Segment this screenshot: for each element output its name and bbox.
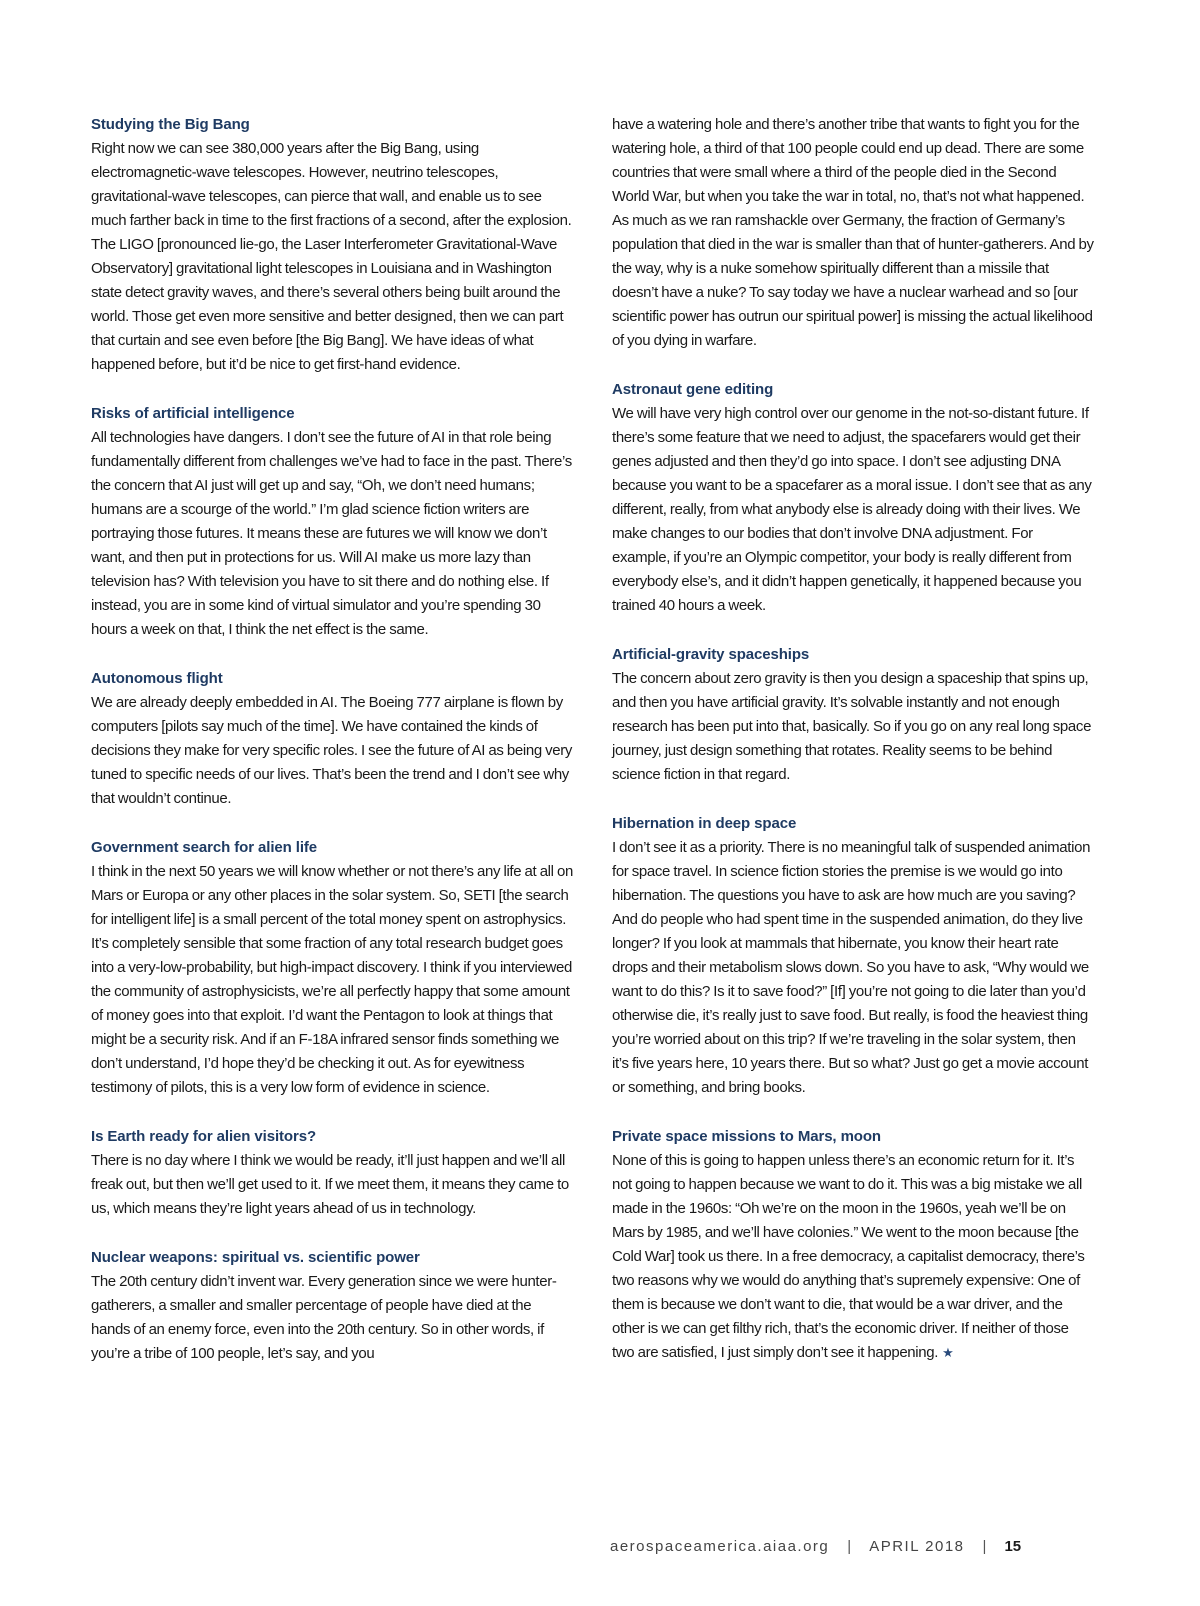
right-column: [612, 113, 1094, 1390]
section-big-bang: [91, 113, 573, 377]
section-body: We are already deeply embedded in AI. The Boeing 777 airplane is flown by computers [pilots say much of the time]. We have contained the kinds of decisions they make for very specific roles. I see the future of AI as being very tuned to specific needs of our lives. That’s been the trend and I don’t see why that wouldn’t continue.: [91, 694, 573, 807]
section-heading: Autonomous flight: [91, 670, 223, 687]
page-number: 15: [1004, 1538, 1022, 1555]
section-ai-risks: [91, 402, 573, 642]
section-private-missions: [612, 1125, 1094, 1365]
section-heading: Studying the Big Bang: [91, 116, 250, 133]
section-alien-search: [91, 836, 573, 1100]
section-gene-editing: [612, 378, 1094, 618]
section-nuclear-weapons: [91, 1246, 573, 1366]
page-footer: [610, 1538, 1090, 1555]
section-body: We will have very high control over our genome in the not-so-distant future. If there’s some feature that we need to adjust, the spacefarers would get their genes adjusted and then they’d go into space. I don’t see adjusting DNA because you want to be a spacefarer as a moral issue. I don’t see that as any different, really, from what anybody else is already doing with their lives. We make changes to our bodies that don’t involve DNA adjustment. For example, if you’re an Olympic competitor, your body is really different from everybody else’s, and it didn’t happen genetically, it happened because you trained 40 hours a week.: [612, 405, 1092, 614]
section-autonomous-flight: [91, 667, 573, 811]
section-body: All technologies have dangers. I don’t see the future of AI in that role being fundamentally different from challenges we’ve had to face in the past. There’s the concern that AI just will get up and say, “Oh, we don’t need humans; humans are a scourge of the world.” I’m glad science fiction writers are portraying those futures. It means these are futures we will know we don’t want, and then put in protections for us. Will AI make us more lazy than television has? With television you have to sit there and do nothing else. If instead, you are in some kind of virtual simulator and you’re spending 30 hours a week on that, I think the net effect is the same.: [91, 429, 572, 638]
left-column: [91, 113, 573, 1391]
footer-separator: |: [847, 1538, 852, 1555]
section-body: There is no day where I think we would be ready, it’ll just happen and we’ll all freak out, but then we’ll get used to it. If we meet them, it means they came to us, which means they’re light years ahead of us in technology.: [91, 1152, 569, 1217]
section-heading: Astronaut gene editing: [612, 381, 774, 398]
footer-issue: APRIL 2018: [869, 1538, 965, 1555]
section-heading: Risks of artificial intelligence: [91, 405, 295, 422]
section-body-continued: have a watering hole and there’s another tribe that wants to fight you for the watering hole, a third of that 100 people could end up dead. There are some countries that were small where a third of the people died in the Second World War, but when you take the war in total, no, that’s not what happened. As much as we ran ramshackle over Germany, the fraction of Germany’s population that died in the war is smaller than that of hunter-gatherers. And by the way, why is a nuke somehow spiritually different than a missile that doesn’t have a nuke? To say today we have a nuclear warhead and so [our scientific power has outrun our spiritual power] is missing the actual likelihood of you dying in warfare.: [612, 116, 1094, 349]
section-hibernation: [612, 812, 1094, 1100]
section-body: The concern about zero gravity is then you design a spaceship that spins up, and then you have artificial gravity. It’s solvable instantly and not enough research has been put into that, basically. So if you go on any real long space journey, just design something that rotates. Reality seems to be behind science fiction in that regard.: [612, 670, 1092, 783]
footer-separator: |: [982, 1538, 987, 1555]
section-heading: Hibernation in deep space: [612, 815, 797, 832]
section-body-text: None of this is going to happen unless there’s an economic return for it. It’s not going to happen because we want to do it. This was a big mistake we all made in the 1960s: “Oh we’re on the moon in the 1960s, yeah we’ll be on Mars by 1985, and we’ll have colonies.” We went to the moon because [the Cold War] took us there. In a free democracy, a capitalist democracy, there’s two reasons why we would do anything that’s supremely expensive: One of them is because we don’t want to die, that would be a war driver, and the other is we can get filthy rich, that’s the economic driver. If neither of those two are satisfied, I just simply don’t see it happening.: [612, 1152, 1085, 1361]
section-heading: Private space missions to Mars, moon: [612, 1128, 881, 1145]
section-heading: Is Earth ready for alien visitors?: [91, 1128, 317, 1145]
section-heading: Artificial-gravity spaceships: [612, 646, 810, 663]
end-mark-star-icon: ★: [942, 1345, 954, 1360]
section-alien-visitors: [91, 1125, 573, 1221]
section-body: Right now we can see 380,000 years after the Big Bang, using electromagnetic-wave telescopes. However, neutrino telescopes, gravitational-wave telescopes, can pierce that wall, and enable us to see much farther back in time to the first fractions of a second, after the explosion. The LIGO [pronounced lie-go, the Laser Interferometer Gravitational-Wave Observatory] gravitational light telescopes in Louisiana and in Washington state detect gravity waves, and there’s several others being built around the world. Those get even more sensitive and better designed, then we can part that curtain and see even before [the Big Bang]. We have ideas of what happened before, but it’d be nice to get first-hand evidence.: [91, 140, 572, 373]
section-body: I think in the next 50 years we will know whether or not there’s any life at all on Mars or Europa or any other places in the solar system. So, SETI [the search for intelligent life] is a small percent of the total money spent on astrophysics. It’s completely sensible that some fraction of any total research budget goes into a very-low-probability, but high-impact discovery. I think if you interviewed the community of astrophysicists, we’re all perfectly happy that some amount of money goes into that exploit. I’d want the Pentagon to look at things that might be a security risk. And if an F-18A infrared sensor finds something we don’t understand, I’d hope they’d be checking it out. As for eyewitness testimony of pilots, this is a very low form of evidence in science.: [91, 863, 573, 1096]
section-body: [612, 1149, 1094, 1365]
section-body: The 20th century didn’t invent war. Every generation since we were hunter-gatherers, a smaller and smaller percentage of people have died at the hands of an enemy force, even into the 20th century. So in other words, if you’re a tribe of 100 people, let’s say, and you: [91, 1273, 557, 1362]
section-body: I don’t see it as a priority. There is no meaningful talk of suspended animation for space travel. In science fiction stories the premise is we would go into hibernation. The questions you have to ask are how much are you saving? And do people who had spent time in the suspended animation, do they live longer? If you look at mammals that hibernate, you know their heart rate drops and their metabolism slows down. So you have to ask, “Why would we want to do this? Is it to save food?” [If] you’re not going to die later than you’d otherwise die, it’s really just to save food. But really, is food the heaviest thing you’re worried about on this trip? If we’re traveling in the solar system, then it’s five years here, 10 years there. But so what? Just go get a movie account or something, and bring books.: [612, 839, 1091, 1096]
footer-website: aerospaceamerica.aiaa.org: [610, 1538, 830, 1555]
section-artificial-gravity: [612, 643, 1094, 787]
section-heading: Nuclear weapons: spiritual vs. scientific power: [91, 1249, 420, 1266]
section-heading: Government search for alien life: [91, 839, 318, 856]
